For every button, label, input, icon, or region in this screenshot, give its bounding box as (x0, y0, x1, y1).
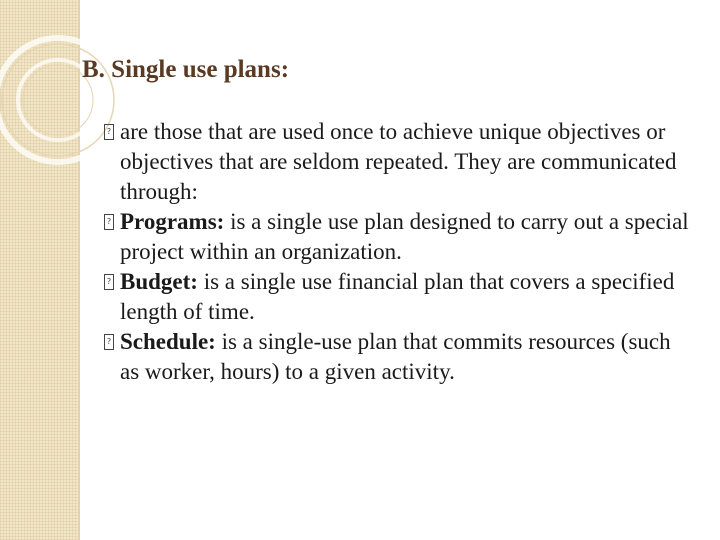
slide-title (82, 56, 289, 84)
paragraph-text: are those that are used once to achieve unique objectives or objectives that are seldom repeated. They are communicated through: (120, 119, 677, 204)
bullet-icon: ? (102, 117, 116, 147)
bullet-icon: ? (102, 267, 116, 297)
paragraph-term: Budget: (120, 269, 198, 294)
paragraph-budget (102, 267, 692, 327)
paragraph-text: is a single use plan designed to carry out a special project within an organization. (120, 209, 689, 264)
paragraph-text: is a single-use plan that commits resources (such as worker, hours) to a given activity. (120, 329, 671, 384)
bullet-icon: ? (102, 327, 116, 357)
paragraph-term: Programs: (120, 209, 225, 234)
paragraph-text: is a single use financial plan that covers a specified length of time. (120, 269, 675, 324)
paragraph-term: Schedule: (120, 329, 216, 354)
slide-title-text: B. Single use plans (82, 56, 281, 83)
paragraph-schedule (102, 327, 692, 387)
bullet-icon: ? (102, 207, 116, 237)
slide-title-mark: : (280, 56, 290, 83)
paragraph-programs (102, 207, 692, 267)
paragraph-definition (102, 117, 692, 207)
slide-body (102, 117, 692, 387)
